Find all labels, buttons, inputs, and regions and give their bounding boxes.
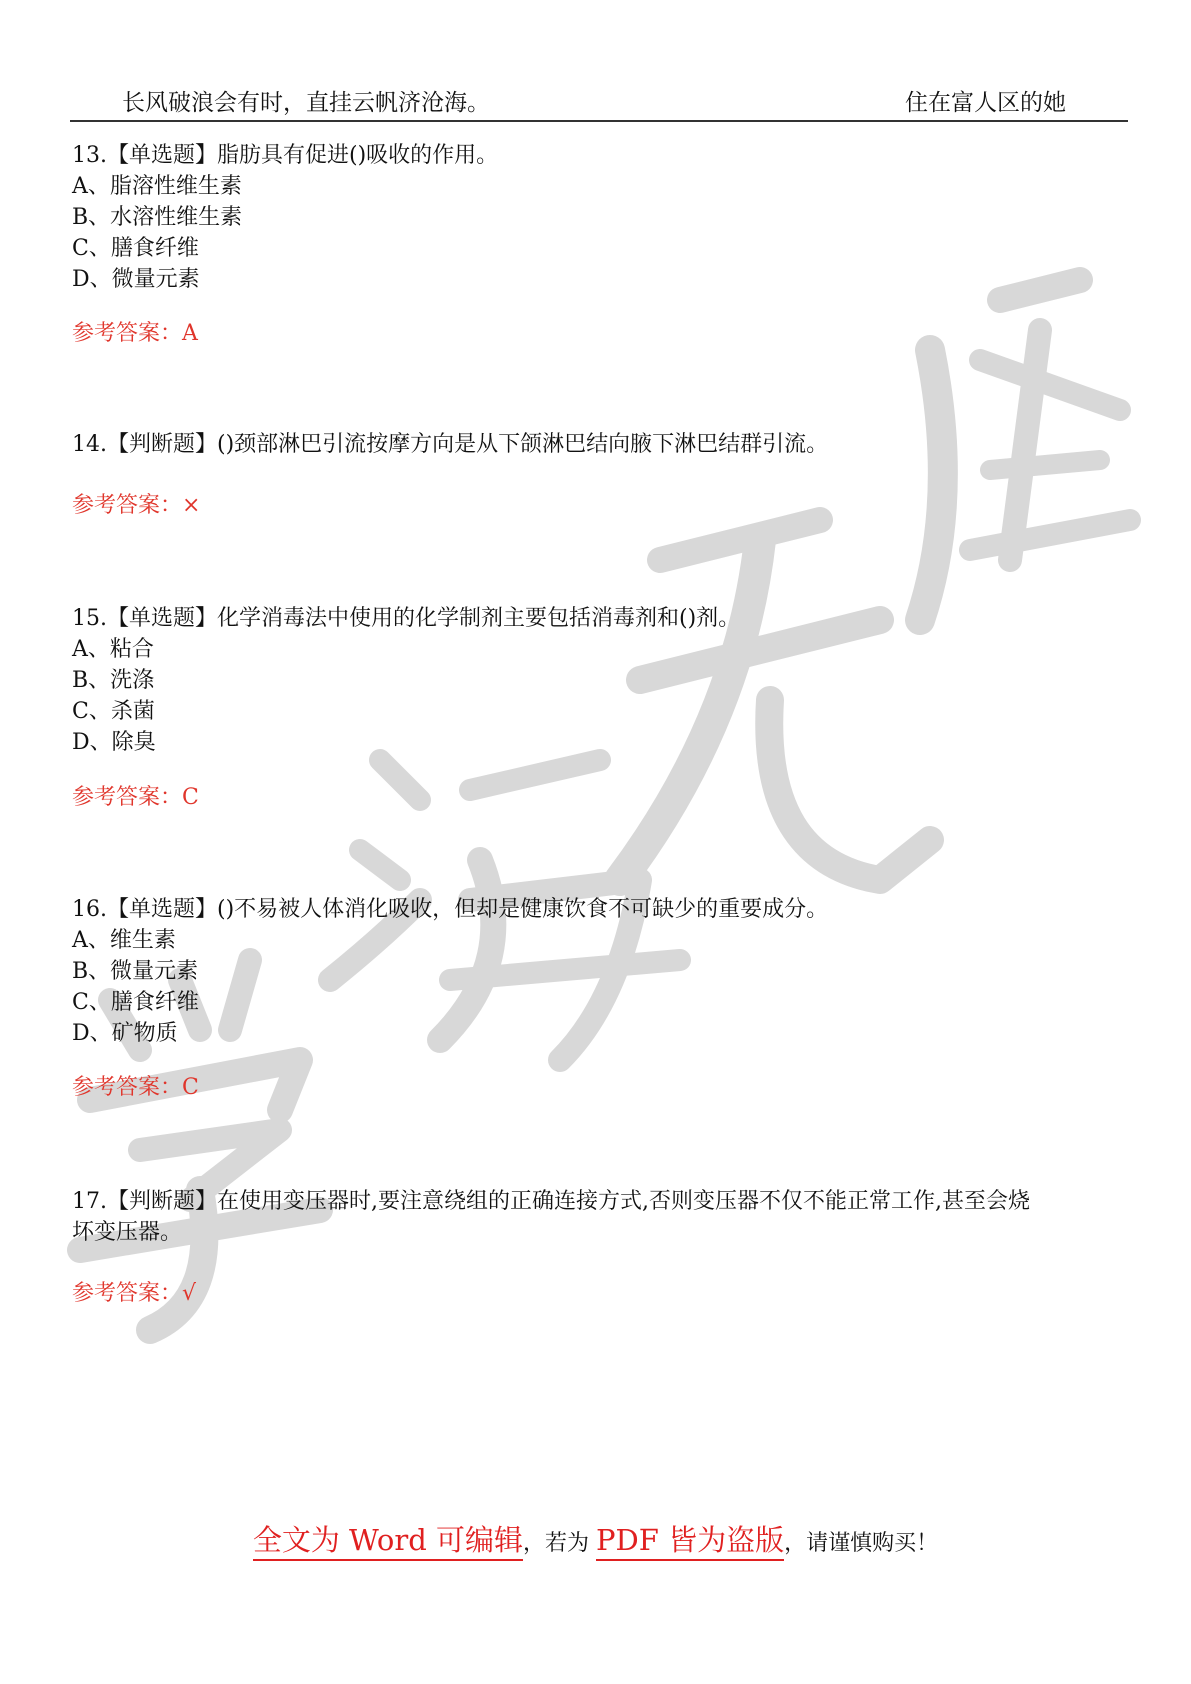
footer-caution: ，请谨慎购买！	[784, 1531, 939, 1556]
answer-17: 参考答案：√	[72, 1281, 197, 1306]
header-author: 住在富人区的她	[905, 90, 1066, 116]
answer-13: 参考答案：A	[72, 321, 198, 346]
question-17	[72, 1186, 1132, 1248]
footer-notice	[0, 1518, 1191, 1559]
answer-14: 参考答案：×	[72, 493, 201, 518]
footer-connector: ，若为	[523, 1531, 590, 1556]
question-stem-continued: 坏变压器。	[72, 1220, 183, 1245]
header-motto: 长风破浪会有时，直挂云帆济沧海。	[122, 90, 490, 116]
question-stem: 16.【单选题】()不易被人体消化吸收，但却是健康饮食不可缺少的重要成分。	[72, 897, 829, 922]
question-14	[72, 429, 828, 460]
question-15	[72, 603, 740, 758]
option-d: D、矿物质	[72, 1021, 178, 1046]
option-b: B、水溶性维生素	[72, 205, 243, 230]
pdf-piracy-notice: PDF 皆为盗版	[596, 1523, 784, 1561]
question-16	[72, 894, 828, 1049]
option-a: A、脂溶性维生素	[72, 174, 242, 199]
option-b: B、微量元素	[72, 959, 199, 984]
option-a: A、维生素	[72, 928, 176, 953]
page-header	[70, 84, 1128, 122]
question-stem: 14.【判断题】()颈部淋巴引流按摩方向是从下颌淋巴结向腋下淋巴结群引流。	[72, 432, 829, 457]
word-editable-notice: 全文为 Word 可编辑	[253, 1523, 523, 1561]
option-b: B、洗涤	[72, 668, 155, 693]
option-d: D、除臭	[72, 730, 156, 755]
question-stem: 17.【判断题】在使用变压器时,要注意绕组的正确连接方式,否则变压器不仅不能正常工作,甚至会烧	[72, 1189, 1030, 1214]
question-stem: 15.【单选题】化学消毒法中使用的化学制剂主要包括消毒剂和()剂。	[72, 606, 741, 631]
option-c: C、杀菌	[72, 699, 155, 724]
option-c: C、膳食纤维	[72, 236, 199, 261]
answer-16: 参考答案：C	[72, 1075, 199, 1100]
question-stem: 13.【单选题】脂肪具有促进()吸收的作用。	[72, 143, 499, 168]
question-13	[72, 140, 498, 295]
option-c: C、膳食纤维	[72, 990, 199, 1015]
option-d: D、微量元素	[72, 267, 200, 292]
answer-15: 参考答案：C	[72, 785, 199, 810]
option-a: A、粘合	[72, 637, 154, 662]
